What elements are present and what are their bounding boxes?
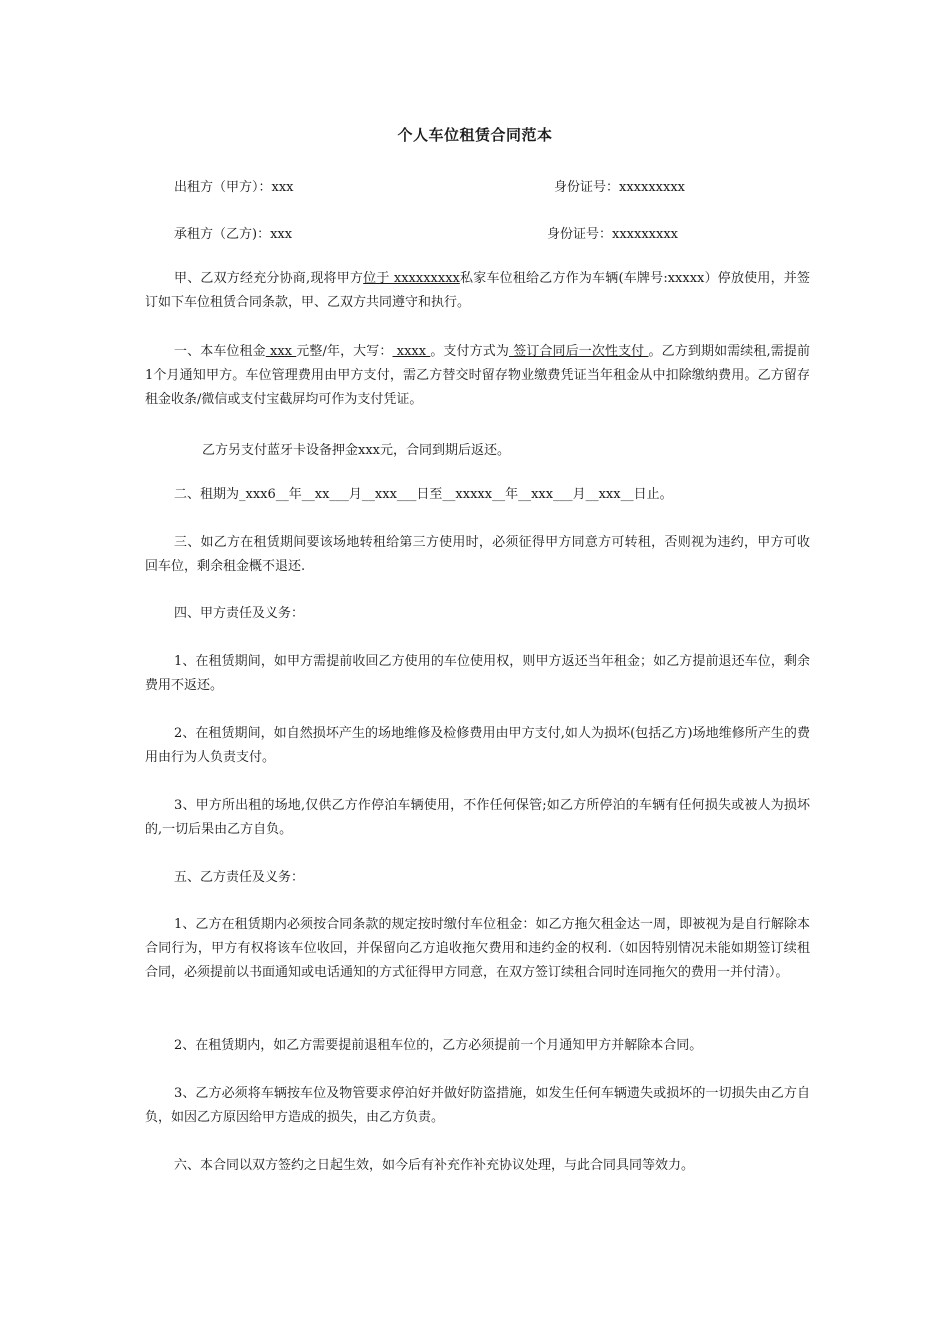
rent-amount-words: xxxx — [392, 344, 431, 359]
clause-5-heading: 五、乙方责任及义务： — [174, 870, 305, 885]
document-title: 个人车位租赁合同范本 — [397, 126, 553, 144]
lessor-label: 出租方（甲方）：xxx — [174, 180, 294, 195]
lessee-id: 身份证号：xxxxxxxxx — [547, 227, 678, 242]
parking-location: 位于 xxxxxxxxx — [363, 271, 460, 286]
payment-method: 签订合同后一次性支付 — [508, 344, 649, 359]
clause-4-item-3: 3、甲方所出租的场地,仅供乙方作停泊车辆使用，不作任何保管;如乙方所停泊的车辆有任何损失或被人为损坏的,一切后果由乙方自负。 — [145, 798, 810, 837]
clause-6: 六、本合同以双方签约之日起生效，如今后有补充作补充协议处理，与此合同具同等效力。 — [174, 1158, 695, 1173]
clause-3: 三、如乙方在租赁期间要该场地转租给第三方使用时，必须征得甲方同意方可转租，否则视为违约，甲方可收回车位，剩余租金概不退还. — [145, 535, 810, 574]
clause-2: 二、租期为_xxx6__年__xx___月__xxx___日至__xxxxx__年__xxx___月__xxx__日止。 — [174, 487, 673, 502]
intro-paragraph — [145, 267, 810, 315]
lessor-id: 身份证号：xxxxxxxxx — [554, 180, 685, 195]
clause-4-item-1: 1、在租赁期间，如甲方需提前收回乙方使用的车位使用权，则甲方返还当年租金；如乙方提前退还车位，剩余费用不返还。 — [145, 654, 810, 693]
lessee-label: 承租方（乙方)：xxx — [174, 227, 293, 242]
clause-5-item-2: 2、在租赁期内，如乙方需要提前退租车位的，乙方必须提前一个月通知甲方并解除本合同。 — [174, 1038, 703, 1053]
clause-4-heading: 四、甲方责任及义务： — [174, 606, 305, 621]
intro-text-rest: 私家车位租给乙方作为车辆(车牌号:xxxxx）停放使用，并签订如下车位租赁合同条款，甲、乙双方共同遵守和执行。 — [145, 271, 810, 310]
rent-amount: xxx — [265, 344, 297, 359]
clause-1-text: 。支付方式为 — [430, 344, 509, 359]
intro-text: 甲、乙双方经充分协商,现将甲方 — [174, 271, 364, 286]
clause-1-text: 一、本车位租金 — [174, 344, 266, 359]
clause-1-text: 元整/年，大写： — [296, 344, 393, 359]
clause-5-item-3: 3、乙方必须将车辆按车位及物管要求停泊好并做好防盗措施，如发生任何车辆遗失或损坏的一切损失由乙方自负，如因乙方原因给甲方造成的损失，由乙方负责。 — [145, 1086, 810, 1125]
clause-1-text: 。乙方到期如需续租,需提前1个月通知甲方。车位管理费用由甲方支付，需乙方替交时留存物业缴费凭证当年租金从中扣除缴纳费用。乙方留存租金收条/微信或支付宝截屏均可作为支付凭证。 — [145, 344, 810, 407]
clause-5-item-1: 1、乙方在租赁期内必须按合同条款的规定按时缴付车位租金：如乙方拖欠租金达一周，即被视为是自行解除本合同行为，甲方有权将该车位收回，并保留向乙方追收拖欠费用和违约金的权利.（如因特别情况未能如期签订续租合同，必须提前以书面通知或电话通知的方式征得甲方同意，在双方签订续租合同时连同拖欠的费用一并付清）。 — [145, 917, 810, 980]
deposit-note: 乙方另支付蓝牙卡设备押金xxx元，合同到期后返还。 — [202, 443, 510, 458]
clause-4-item-2: 2、在租赁期间，如自然损坏产生的场地维修及检修费用由甲方支付,如人为损坏(包括乙方)场地维修所产生的费用由行为人负责支付。 — [145, 726, 810, 765]
clause-1 — [145, 340, 810, 412]
